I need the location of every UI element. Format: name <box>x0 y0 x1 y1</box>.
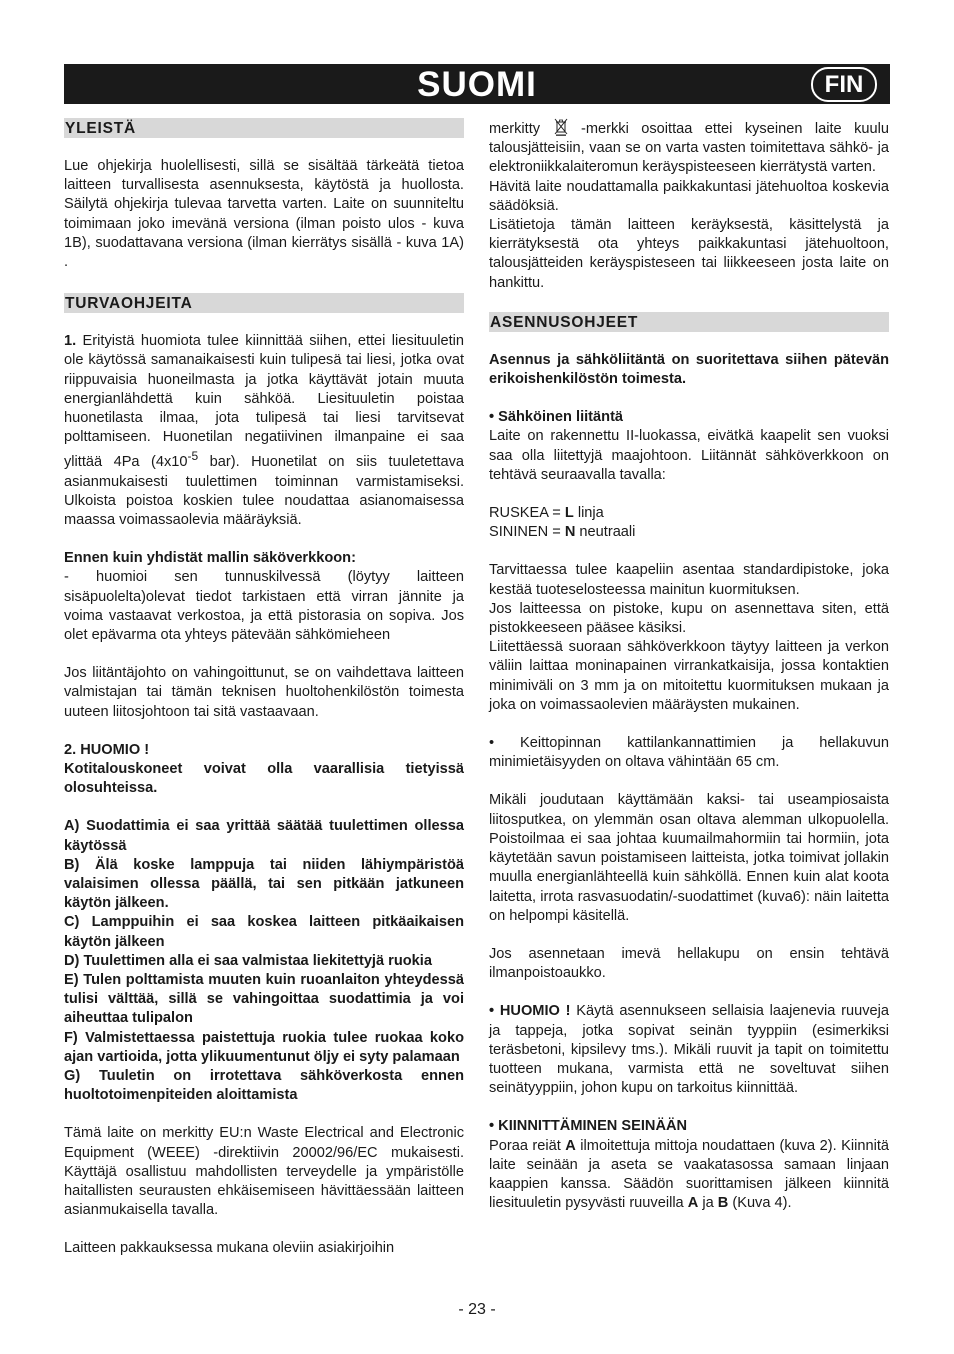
paragraph-safety-1: 1. Erityistä huomiota tulee kiinnittää siihen, ettei liesituuletin ole käytössä samanaikaisesti kuin tulipesä tai liesi, jotka ovat riippuvaisia huoneilmasta ja jotka käyttävät jotain muuta energianlähdettä kuin sähköä. Liesituuletin poistaa huonetilasta ilmaa, jota tulipesä tai liesi tarvitsevat polttamiseen. Huonetilan negatiivinen ilmanpaine ei saa ylittää 4Pa ($4x10^{-5}$ bar). Huonetilat on siis tuuletettava asianmukaisesti tuulettimen toiminnan varmistamiseksi. Ulkoista poistoa koskien tulee noudattaa asianomaisessa maassa voimassaolevia määräyksiä. <box>64 333 464 528</box>
ducting-paragraph: Mikäli joudutaan käyttämään kaksi- tai useampiosaista liitosputkea, on ylemmän osan oltava alemman ulkopuolella. Poistoilmaa ei saa johtaa kuumailmahormiin tai hormiin, jota käytetään savun poistamiseen laitteista, jotka toimivat jollakin muulla energianlähteellä kuin sähköllä. Ennen kuin alat koota laitetta, irrota rasvasuodatin/-suodattimet (kuva6): näin laitetta on helpompi käsitellä. <box>489 792 889 924</box>
warning-item-f: F) Valmistettaessa paistettuja ruokia tulee ruokaa koko ajan vartioida, jotta ylikuumentunut öljy ei syty palamaan <box>64 1029 464 1065</box>
warning-item-a: A) Suodattimia ei saa yrittää säätää tuulettimen ollessa käytössä <box>64 818 464 854</box>
before-connect-text: - huomioi sen tunnuskilvessä (löytyy laitteen sisäpuolelta)olevat tiedot tarkistaen että virran jännite ja voima vastaavat verkostoa, ja että pistorasia on sopiva. Jos olet epävarma ota yhteys pätevään sähkömieheen <box>64 569 464 643</box>
installation-notice: Asennus ja sähköliitäntä on suoritettava siihen pätevän erikoishenkilöstön toimesta. <box>489 351 889 388</box>
wire-blue: SININEN = N neutraali <box>489 524 636 541</box>
wall-mounting-heading: • KIINNITTÄMINEN SEINÄÄN <box>489 1118 688 1135</box>
section-heading-turvaohjeita: TURVAOHJEITA <box>64 293 464 313</box>
right-column <box>489 118 889 1213</box>
paragraph-general: Lue ohjekirja huolellisesti, sillä se sisältää tärkeätä tietoa laitteen turvallisesta asennuksesta, käytöstä ja huollosta. Säilytä ohjekirja tulevaa tarvetta varten. Laite on suunniteltu toimimaan joko imevänä versiona (ilman poisto ulos - kuva 1B), suodattavana versiona (ilman kierrätys sisällä - kuva 1A) . <box>64 158 464 271</box>
min-distance-paragraph: • Keittopinnan kattilankannattimien ja hellakuvun minimietäisyyden on oltava vähintään 65 cm. <box>489 735 889 771</box>
direct-connection-paragraph: Liitettäessä suoraan sähköverkkoon täytyy laitteen ja verkon väliin laittaa moninapainen virrankatkaisija, jossa kontaktien minimiväli on 3 mm ja on mitoitettu kuormituksen mukaan ja joka on voimassaolevien määräysten mukainen. <box>489 639 889 713</box>
warning-item-c: C) Lamppuihin ei saa koskea laitteen pitkäaikaisen käytön jälkeen <box>64 914 464 950</box>
warning-item-g: G) Tuuletin on irrotettava sähköverkosta ennen huoltotoimenpiteiden aloittamista <box>64 1067 464 1104</box>
more-info-paragraph: Lisätietoja tämän laitteen keräyksestä, käsittelystä ja kierrätyksestä ota yhteys paikkakuntasi jätehuoltoon, talousjätteiden keräyspisteseen tai liikkeeseen josta laite on hankittu. <box>489 217 889 291</box>
electrical-connection-heading: • Sähköinen liitäntä <box>489 409 624 426</box>
warning-item-d: D) Tuulettimen alla ei saa valmistaa liekitettyjä ruokia <box>64 952 432 969</box>
warning-2-title: 2. HUOMIO ! <box>64 741 150 758</box>
weee-mark-paragraph: merkitty -merkki osoittaa ettei kyseinen laite kuulu talousjätteisiin, vaan se on varta vasten toimitettava sähkö- ja elektroniikkalaiteromun keräyspisteeseen kierrätystä varten. <box>489 118 889 178</box>
page-title: SUOMI <box>417 65 537 104</box>
page-number: - 23 - <box>458 1301 496 1318</box>
before-connect-heading: Ennen kuin yhdistät mallin säköverkkoon: <box>64 550 356 567</box>
section-heading-yleista: YLEISTÄ <box>64 118 464 138</box>
weee-paragraph: Tämä laite on merkitty EU:n Waste Electrical and Electronic Equipment (WEEE) -direktiivin 20002/96/EC mukaisesti. Käyttäjä osallistuu mahdollisten terveydelle ja ympäristölle haitallisten seurausten ehkäisemiseen hävittäessään laitteen asianmukaisella tavalla. <box>64 1125 464 1219</box>
section-heading-asennusohjeet: ASENNUSOHJEET <box>489 312 889 332</box>
wire-brown: RUSKEA = L linja <box>489 505 604 522</box>
header-banner <box>64 64 890 104</box>
plug-paragraph: Tarvittaessa tulee kaapeliin asentaa standardipistoke, joka kestää tuoteselosteessa mainitun kuormituksen. <box>489 562 889 598</box>
warning-2-subtitle: Kotitalouskoneet voivat olla vaarallisia tietyissä olosuhteissa. <box>64 760 464 797</box>
crossed-bin-icon <box>553 118 569 136</box>
wall-mounting-text: Poraa reiät A ilmoitettuja mittoja noudattaen (kuva 2). Kiinnitä laite seinään ja aseta se vaakatasossa samaan linjaan kaappien kanssa. Säädön suorittamisen jälkeen kiinnitä liesituuletin pysyvästi ruuveilla A ja B (Kuva 4). <box>489 1137 889 1212</box>
safety-item-number: 1. <box>64 333 77 350</box>
language-badge: FIN <box>811 67 877 102</box>
screws-warning-paragraph: • HUOMIO ! Käytä asennukseen sellaisia laajenevia ruuveja ja tappeja, jotka sopivat seinän tyyppiin (esimerkiksi teräsbetoni, kipsilevy tms.). Mikäli ruuvit ja tapit on toimitettu tuotteen mukana, varmista että ne soveltuvat siihen seinätyyppiin, johon kupu on tarkoitus kiinnittää. <box>489 1003 889 1097</box>
warning-item-e: E) Tulen polttamista muuten kuin ruoanlaiton yhteydessä tulisi välttää, sillä se vahingoittaa suodattimia ja voi aiheuttaa tulipalon <box>64 971 464 1027</box>
electrical-connection-text: Laite on rakennettu II-luokassa, eivätkä kaapelit sen vuoksi saa olla liitettyjä maajohtoon. Liitännät sähköverkkoon on tehtävä seuraavalla tavalla: <box>489 428 889 483</box>
plug-access-paragraph: Jos laitteessa on pistoke, kupu on asennettava siten, että pistokkeeseen pääsee käsiksi. <box>489 600 889 637</box>
suction-hood-paragraph: Jos asennetaan imevä hellakupu on ensin tehtävä ilmanpoistoaukko. <box>489 945 889 982</box>
packaging-paragraph: Laitteen pakkauksessa mukana oleviin asiakirjoihin <box>64 1240 395 1257</box>
warning-item-b: B) Älä koske lamppuja tai niiden lähiympäristöä valaisimen ollessa päällä, tai sen pitkään jatkuneen käytön jälkeen. <box>64 856 464 912</box>
disposal-paragraph: Hävitä laite noudattamalla paikkakuntasi jätehuoltoa koskevia säädöksiä. <box>489 178 889 214</box>
cable-damage-text: Jos liitäntäjohto on vahingoittunut, se on vaihdettava laitteen valmistajan tai tämän teknisen huoltohenkilöstön toimesta uuteen liitosjohtoon tai sitä vastaavaan. <box>64 665 464 720</box>
left-column <box>64 118 464 1259</box>
